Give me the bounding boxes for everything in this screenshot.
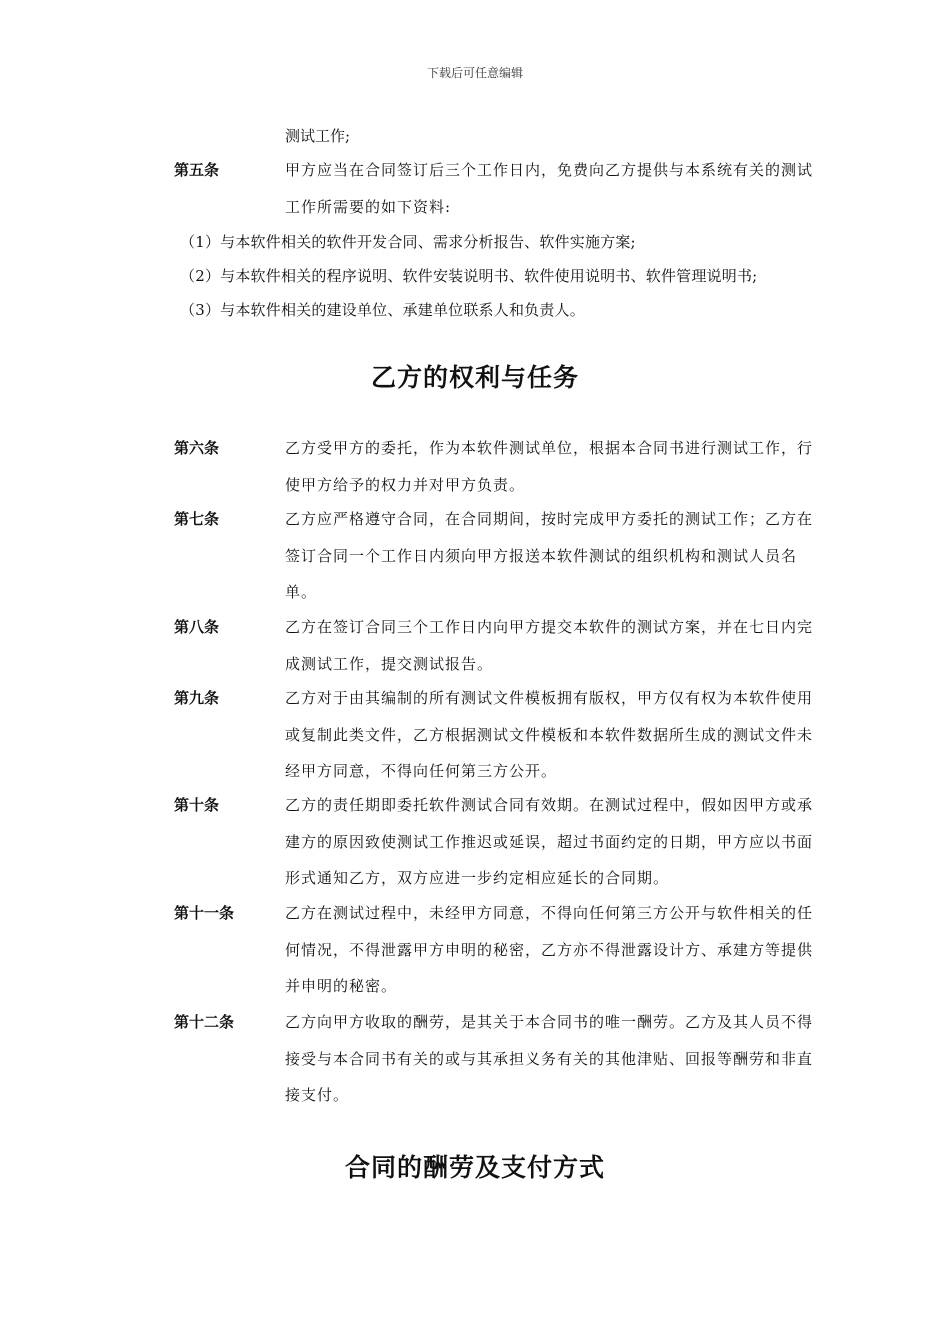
article-text: 乙方对于由其编制的所有测试文件模板拥有版权，甲方仅有权为本软件使用或复制此类文件，乙方根据测试文件模板和本软件数据所生成的测试文件未经甲方同意，不得向任何第三方公开。 [285, 689, 814, 780]
article-text: 乙方在测试过程中，未经甲方同意，不得向任何第三方公开与软件相关的任何情况，不得泄露甲方申明的秘密，乙方亦不得泄露设计方、承建方等提供并申明的秘密。 [285, 904, 814, 995]
list-item: （2）与本软件相关的程序说明、软件安装说明书、软件使用说明书、软件管理说明书; [180, 267, 758, 285]
article-text: 乙方在签订合同三个工作日内向甲方提交本软件的测试方案，并在七日内完成测试工作，提交测试报告。 [285, 618, 814, 673]
article-text: 乙方应严格遵守合同，在合同期间，按时完成甲方委托的测试工作；乙方在签订合同一个工作日内须向甲方报送本软件测试的组织机构和测试人员名单。 [285, 510, 814, 601]
article-label: 第五条 [174, 161, 220, 179]
article-label: 第十二条 [174, 1013, 235, 1031]
page-header: 下载后可任意编辑 [426, 66, 523, 80]
list-item: （3）与本软件相关的建设单位、承建单位联系人和负责人。 [180, 301, 585, 319]
article-text: 甲方应当在合同签订后三个工作日内，免费向乙方提供与本系统有关的测试工作所需要的如下资料: [285, 161, 814, 216]
section-heading: 乙方的权利与任务 [370, 363, 579, 392]
article-label: 第六条 [174, 439, 220, 457]
article-text: 乙方受甲方的委托，作为本软件测试单位，根据本合同书进行测试工作，行使甲方给予的权力并对甲方负责。 [285, 439, 814, 494]
article-label: 第十条 [174, 796, 220, 814]
section-heading: 合同的酬劳及支付方式 [344, 1153, 605, 1182]
list-item: （1）与本软件相关的软件开发合同、需求分析报告、软件实施方案; [180, 233, 636, 251]
article-label: 第八条 [174, 618, 220, 636]
article-label: 第十一条 [174, 904, 235, 922]
article-text: 乙方向甲方收取的酬劳，是其关于本合同书的唯一酬劳。乙方及其人员不得接受与本合同书有关的或与其承担义务有关的其他津贴、回报等酬劳和非直接支付。 [285, 1013, 814, 1104]
article-text: 乙方的责任期即委托软件测试合同有效期。在测试过程中，假如因甲方或承建方的原因致使测试工作推迟或延误，超过书面约定的日期，甲方应以书面形式通知乙方，双方应进一步约定相应延长的合同期。 [285, 796, 814, 887]
article-label: 第七条 [174, 510, 220, 528]
continuation-text: 测试工作; [285, 127, 351, 145]
article-label: 第九条 [174, 689, 220, 707]
